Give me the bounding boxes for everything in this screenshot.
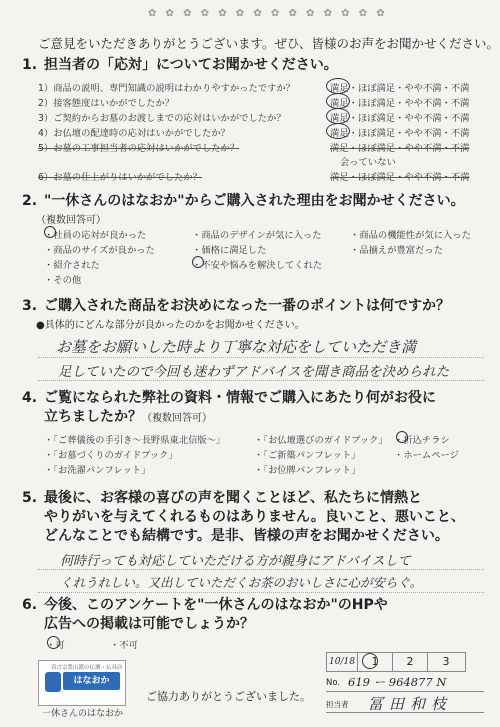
q1-row-3-label: 3）ご契約からお墓のお渡しまでの応対はいかがでしたか？ [38, 113, 286, 124]
logo-tagline: 真言宗豊山派の仏壇・仏具店 [51, 665, 123, 671]
q3-subtitle: ●具体的にどんな部分が良かったのかをお聞かせください。 [36, 320, 305, 331]
q3-answer-rule-2 [38, 380, 484, 381]
q6-number: 6. [22, 597, 38, 613]
q2-heading [22, 192, 465, 211]
q4-option-8: ・「お位牌パンフレット」 [254, 465, 361, 476]
q4-option-2: ・「お仏壇選びのガイドブック」 [254, 435, 388, 446]
q3-title: ご購入された商品をお決めになった一番のポイントは何ですか？ [44, 298, 450, 314]
q4-option-5: ・「ご新築パンフレット」 [254, 450, 361, 461]
grid-cell-1-circle [362, 653, 378, 669]
q4-title-line-2: 立ちましたか？ [44, 409, 142, 425]
intro-text: ご意見をいただきありがとうございます。ぜひ、皆様のお声をお聞かせください。 [38, 36, 500, 51]
q6-title-line-1: 今後、このアンケートを"一休さんのはなおか"のHPや [44, 597, 388, 613]
q6-heading [22, 596, 388, 615]
ikkyu-mascot-icon [45, 672, 61, 692]
q5-number: 5. [22, 490, 38, 506]
no-value: 619 ー 964877 N [348, 675, 447, 689]
q5-title-line-3: どんなことでも結構です。是非、皆様の声をお聞かせください。 [44, 528, 449, 544]
grid-cell-1: 1 [358, 653, 393, 671]
grid-cell-2: 2 [393, 653, 428, 671]
q3-answer-line-2: 足していたので今回も迷わずアドバイスを聞き商品を決められた [58, 364, 450, 380]
q1-row-1-answer-circle [326, 78, 350, 94]
q1-not-met: 会っていない [340, 157, 396, 168]
q1-row-6-scale: 満足・ほぼ満足・やや不満・不満 [330, 172, 470, 183]
q4-number: 4. [22, 390, 38, 406]
q2-option-2: ・商品のデザインが気に入った [192, 230, 322, 241]
q1-row-4-label: 4）お仏壇の配達時の応対はいかがでしたか？ [38, 128, 230, 139]
q4-option-6-check-circle [396, 431, 408, 443]
q3-number: 3. [22, 298, 38, 314]
q4-subtitle: （複数回答可） [142, 413, 212, 424]
q1-row-2-scale: 満足・ほぼ満足・やや不満・不満 [330, 98, 470, 109]
q1-row-3-scale: 満足・ほぼ満足・やや不満・不満 [330, 113, 470, 124]
q3-answer-rule-1 [38, 357, 484, 358]
q4-option-4: ・「お墓づくりのガイドブック」 [44, 450, 178, 461]
staff-label: 担当者 [326, 700, 349, 709]
company-logo [38, 660, 126, 706]
no-underline [326, 691, 484, 692]
q1-row-3-answer-circle [326, 108, 350, 124]
q2-option-3: ・商品の機能性が気に入った [350, 230, 471, 241]
q1-row-5-scale: 満足・ほぼ満足・やや不満・不満 [330, 143, 470, 154]
q2-option-8-check-circle [192, 256, 204, 268]
grid-date: 10/18 [327, 653, 358, 671]
q6-yes-check-circle [47, 636, 60, 649]
grid-cell-3: 3 [442, 655, 450, 668]
q3-answer-line-1: お墓をお願いした時より丁寧な対応をしていただき満 [56, 338, 417, 356]
no-label: No. [326, 678, 341, 688]
q2-option-8: ・不安や悩みを解決してくれた [192, 260, 323, 271]
q1-row-6-label: 6）お墓の仕上がりはいかがでしたか？ [38, 172, 202, 183]
q5-heading [22, 489, 422, 508]
staff-underline [326, 712, 484, 713]
q5-title-line-2: やりがいを与えてくれるものはありません。良いこと、悪いこと、 [44, 509, 465, 525]
staff-value: 冨田和枝 [368, 695, 453, 713]
logo-company-name: 一休さんのはなおか [42, 709, 124, 719]
q3-heading [22, 297, 450, 316]
q4-option-6: ・ホームページ [394, 450, 459, 461]
q1-heading [22, 56, 338, 75]
q1-number: 1. [22, 57, 38, 73]
decorative-border: ✿ ✿ ✿ ✿ ✿ ✿ ✿ ✿ ✿ ✿ ✿ ✿ ✿ ✿ [148, 8, 388, 19]
q1-row-4-answer-circle [326, 123, 350, 139]
q2-option-1: ・社員の応対が良かった [44, 230, 147, 241]
logo-brand: はなおか [63, 672, 120, 690]
q6-title-line-2: 広告への掲載は可能でしょうか？ [44, 616, 254, 632]
q2-option-4: ・商品のサイズが良かった [44, 245, 155, 256]
thanks-text: ご協力ありがとうございました。 [146, 690, 311, 703]
q4-heading [22, 389, 436, 408]
q4-option-7: ・「お洗濯パンフレット」 [44, 465, 151, 476]
q2-number: 2. [22, 193, 38, 209]
q1-row-1-scale: 満足・ほぼ満足・やや不満・不満 [330, 83, 470, 94]
q5-answer-line-1: 何時行っても対応していただける方が親身にアドバイスして [60, 554, 411, 569]
q5-answer-line-2: くれうれしい。又出していただくお茶のおいしさに心が安らぐ。 [60, 575, 423, 590]
q1-row-2-answer-circle [326, 93, 350, 109]
q1-row-2-label: 2）接客態度はいかがでしたか？ [38, 98, 175, 109]
q6-option-no: ・不可 [110, 640, 138, 651]
q5-answer-rule-1 [38, 569, 484, 570]
q4-title-line-2-wrap [44, 408, 212, 428]
q1-row-1-label: 1）商品の説明、専門知識の説明はわかりやすかったですか？ [38, 83, 295, 94]
q1-row-5-label: 5）お墓の工事担当者の応対はいかがでしたか？ [38, 143, 240, 154]
q4-option-3: ・折込チラシ [394, 435, 450, 446]
q2-option-6: ・品揃えが豊富だった [350, 245, 443, 256]
q2-option-7: ・紹介された [44, 260, 100, 271]
q2-option-1-check-circle [44, 226, 56, 238]
q2-subtitle: （複数回答可） [36, 215, 106, 226]
q4-title-line-1: ご覧になられた弊社の資料・情報でご購入にあたり何がお役に [44, 390, 436, 406]
q1-title: 担当者の「応対」についてお聞かせください。 [44, 57, 338, 73]
q5-answer-rule-2 [38, 592, 484, 593]
q2-option-9: ・その他 [44, 275, 82, 286]
q6-option-yes: ・可 [46, 640, 65, 651]
office-use-grid [326, 652, 466, 672]
q4-option-1: ・「ご葬儀後の手引き～長野県東北信版～」 [44, 435, 226, 446]
q1-row-4-scale: 満足・ほぼ満足・やや不満・不満 [330, 128, 470, 139]
q2-option-5: ・価格に満足した [192, 245, 267, 256]
q2-title: "一休さんのはなおか"からご購入された理由をお聞かせください。 [44, 193, 465, 209]
q5-title-line-1: 最後に、お客様の喜びの声を聞くことほど、私たちに情熱と [44, 490, 422, 506]
